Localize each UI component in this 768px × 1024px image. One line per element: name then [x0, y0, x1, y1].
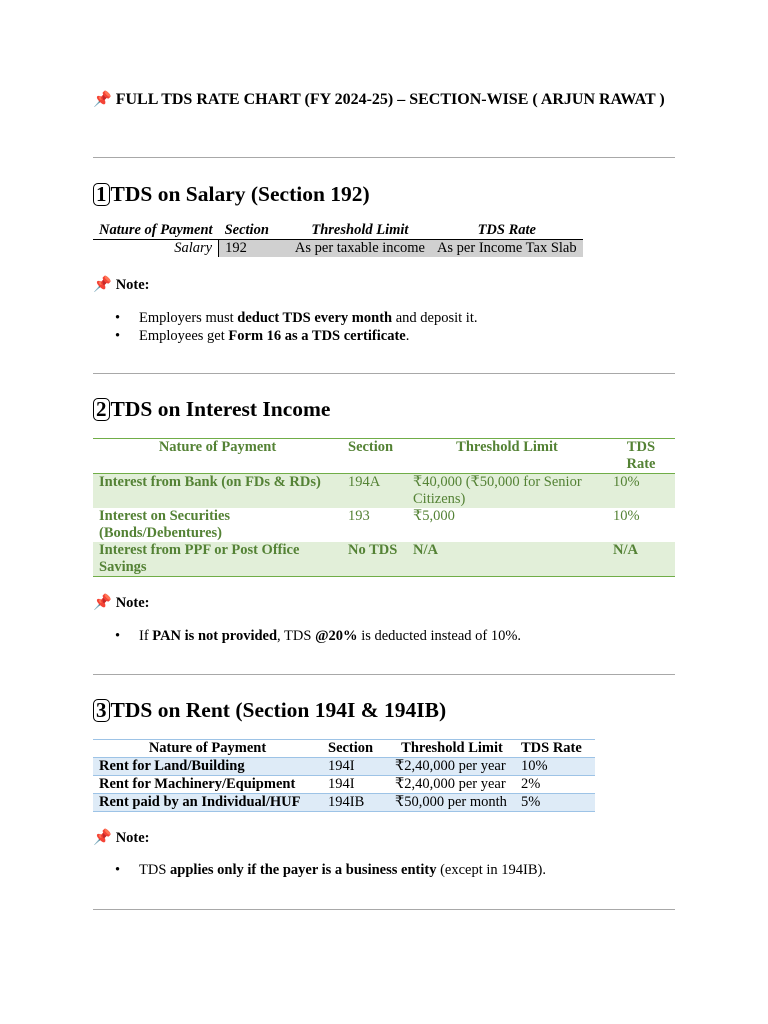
table-cell: ₹40,000 (₹50,000 for Senior Citizens) — [407, 474, 607, 509]
table-header-row — [93, 740, 595, 758]
rent-tds-table — [93, 739, 595, 812]
note-label — [93, 594, 150, 612]
section-heading — [93, 697, 446, 723]
column-header: Threshold Limit — [275, 222, 431, 240]
table-cell: As per Income Tax Slab — [431, 240, 583, 258]
list-item — [93, 310, 477, 328]
bullet-text: Employers must — [139, 310, 238, 326]
table-cell: Interest from Bank (on FDs & RDs) — [93, 474, 342, 509]
column-header: TDS Rate — [431, 222, 583, 240]
document-title-text: FULL TDS RATE CHART (FY 2024-25) – SECTION-WISE ( ARJUN RAWAT ) — [115, 91, 665, 108]
table-row — [93, 508, 675, 542]
note-label — [93, 829, 150, 847]
table-row — [93, 240, 583, 258]
table-cell: Interest on Securities (Bonds/Debentures) — [99, 508, 231, 541]
divider — [93, 373, 675, 374]
table-cell: 194I — [328, 776, 355, 792]
list-item — [93, 862, 546, 880]
table-cell: Salary — [93, 240, 219, 258]
note-list — [93, 628, 521, 646]
bullet-text: is deducted instead of 10%. — [357, 628, 522, 644]
table-cell: ₹2,40,000 per year — [395, 776, 506, 792]
pushpin-icon: 📌 — [93, 92, 112, 108]
table-cell: Rent for Land/Building — [93, 758, 322, 776]
table-cell: ₹50,000 per month — [389, 794, 515, 812]
column-header: Nature of Payment — [93, 222, 219, 240]
column-header: TDS Rate — [515, 740, 595, 758]
list-item — [93, 328, 477, 346]
table-cell: 5% — [515, 794, 595, 812]
column-header: Section — [219, 222, 275, 240]
table-row — [93, 776, 595, 794]
note-list — [93, 862, 546, 880]
interest-tds-table — [93, 438, 675, 577]
table-cell: 194IB — [322, 794, 389, 812]
table-cell: N/A — [407, 542, 607, 577]
bullet-emphasis: PAN is not provided — [152, 628, 278, 644]
bullet-emphasis: applies only if the payer is a business entity — [170, 862, 437, 878]
table-cell: ₹2,40,000 per year — [389, 758, 515, 776]
pushpin-icon: 📌 — [93, 277, 112, 293]
table-header-row — [93, 439, 675, 474]
table-header-row — [93, 222, 583, 240]
bullet-emphasis: @20% — [315, 628, 358, 644]
bullet-text: If — [139, 628, 153, 644]
note-label-text: Note: — [115, 595, 150, 611]
table-cell: Rent paid by an Individual/HUF — [93, 794, 322, 812]
divider — [93, 909, 675, 910]
table-cell: 10% — [515, 758, 595, 776]
column-header: Nature of Payment — [93, 439, 342, 474]
bullet-text: , TDS — [277, 628, 316, 644]
table-cell: 193 — [348, 508, 370, 524]
column-header: Threshold Limit — [407, 439, 607, 474]
salary-tds-table — [93, 222, 583, 257]
table-cell: N/A — [607, 542, 675, 577]
table-cell: Rent for Machinery/Equipment — [99, 776, 296, 792]
section-number-badge: 3 — [93, 699, 110, 722]
document-title — [93, 90, 675, 110]
pushpin-icon: 📌 — [93, 595, 112, 611]
section-heading — [93, 396, 330, 422]
note-label-text: Note: — [115, 277, 150, 293]
bullet-text: (except in 194IB). — [436, 862, 546, 878]
bullet-emphasis: Form 16 as a TDS certificate — [228, 327, 406, 344]
table-cell: 192 — [219, 240, 275, 258]
column-header: Section — [342, 439, 407, 474]
bullet-text: TDS — [139, 862, 171, 878]
section-heading-text: TDS on Salary (Section 192) — [110, 182, 370, 206]
column-header: TDS Rate — [607, 439, 675, 474]
list-item — [93, 628, 521, 646]
note-label-text: Note: — [115, 830, 150, 846]
table-cell: As per taxable income — [275, 240, 431, 258]
table-cell: 2% — [521, 776, 541, 792]
table-cell: 194A — [342, 474, 407, 509]
table-cell: ₹5,000 — [413, 508, 455, 524]
table-cell: Interest from PPF or Post Office Savings — [93, 542, 342, 577]
divider — [93, 157, 675, 158]
table-cell: 10% — [613, 508, 640, 524]
table-row — [93, 758, 595, 776]
table-row — [93, 794, 595, 812]
section-heading — [93, 181, 370, 207]
section-heading-text: TDS on Interest Income — [110, 397, 331, 421]
table-cell: No TDS — [342, 542, 407, 577]
bullet-text: Employees get — [139, 327, 229, 344]
table-cell: 194I — [322, 758, 389, 776]
bullet-text: . — [405, 327, 410, 344]
column-header: Section — [322, 740, 389, 758]
bullet-emphasis: deduct TDS every month — [237, 310, 393, 326]
note-list — [93, 310, 477, 345]
table-cell: 10% — [607, 474, 675, 509]
table-row — [93, 474, 675, 509]
table-row — [93, 542, 675, 577]
divider — [93, 674, 675, 675]
column-header: Threshold Limit — [389, 740, 515, 758]
pushpin-icon: 📌 — [93, 830, 112, 846]
section-number-badge: 1 — [93, 183, 110, 206]
bullet-text: and deposit it. — [392, 310, 478, 326]
section-number-badge: 2 — [93, 398, 110, 421]
note-label — [93, 276, 150, 294]
column-header: Nature of Payment — [93, 740, 322, 758]
section-heading-text: TDS on Rent (Section 194I & 194IB) — [110, 698, 447, 722]
